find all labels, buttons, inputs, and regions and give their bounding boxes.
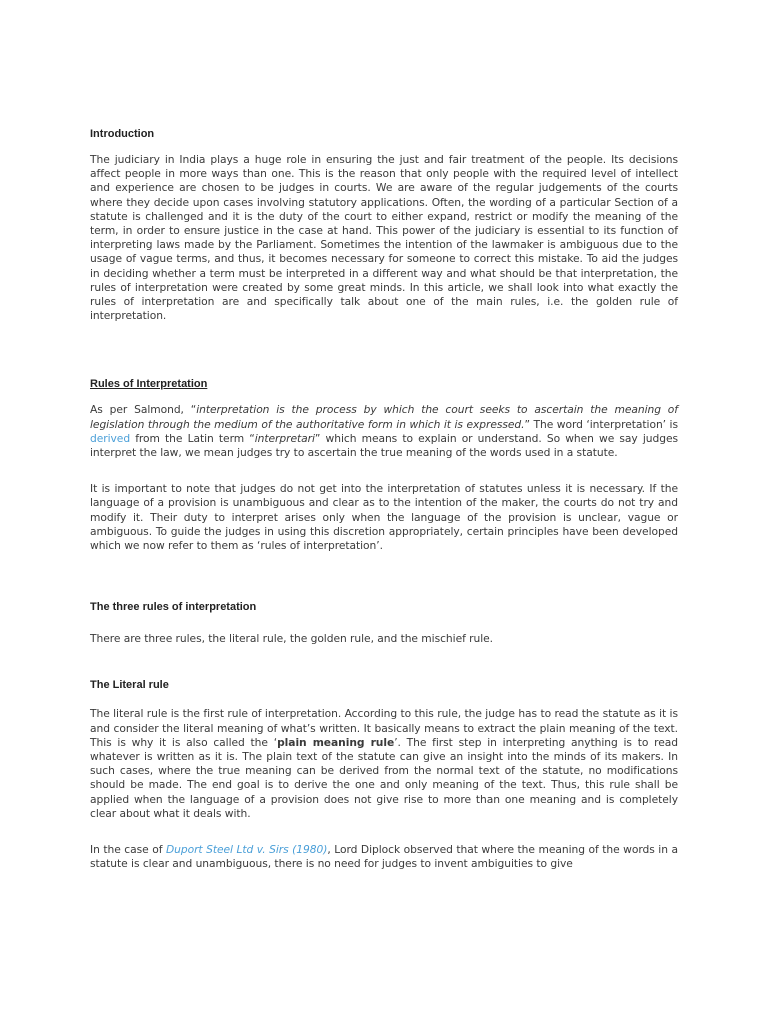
literal-rule-heading: The Literal rule [90,679,169,692]
duport-lead: In the case of [90,843,166,857]
literal-lead: The literal rule is the first rule of interpretation. According to this rule, the judge has to read the statute as it is and consider the literal meaning of what’s written. It basically means to extract the plain meaning of the text. This is why it is also called the ‘ [90,707,678,749]
three-rules-heading: The three rules of interpretation [90,601,257,614]
salmond-quote: interpretation is the process by which the court seeks to ascertain the meaning of legislation through the medium of the authoritative form in which it is expressed. [90,403,678,431]
duport-tail: , Lord Diplock observed that where the meaning of the words in a statute is clear and unambiguous, there is no need for judges to invent ambiguities to give [90,843,678,871]
three-rules-paragraph: There are three rules, the literal rule, the golden rule, and the mischief rule. [90,632,494,646]
salmond-lead: As per Salmond, “ [90,403,197,417]
rules-of-interpretation-heading: Rules of Interpretation [90,378,208,391]
necessity-paragraph: It is important to note that judges do not get into the interpretation of statutes unless it is necessary. If the language of a provision is unambiguous and clear as to the intention of the maker, the courts do not try and modify it. Their duty to interpret arises only when the language of the provision is unclear, vague or ambiguous. To guide the judges in using this discretion appropriately, certain principles have been developed which we now refer to them as ‘rules of interpretation’. [90,482,678,553]
literal-tail: ’. The first step in interpreting anything is to read whatever is written as it is. The plain text of the statute can give an insight into the minds of its makers. In such cases, where the true meaning can be derived from the normal text of the statute, no modifications should be made. The end goal is to derive the one and only meaning of the text. Thus, this rule shall be applied when the language of a provision does not give rise to more than one meaning and is completely clear about what it deals with. [90,735,678,820]
literal-rule-paragraph [90,707,678,821]
introduction-paragraph: The judiciary in India plays a huge role in ensuring the just and fair treatment of the people. Its decisions affect people in more ways than one. This is the reason that only people with the required level of intellect and experience are chosen to be judges in courts. We are aware of the regular judgements of the courts where they decide upon cases involving statutory applications. Often, the wording of a particular Section of a statute is challenged and it is the duty of the court to either expand, restrict or modify the meaning of the term, in order to ensure justice in the case at hand. This power of the judiciary is essential to its function of interpreting laws made by the Parliament. Sometimes the intention of the lawmaker is ambiguous due to the usage of vague terms, and thus, it becomes necessary for someone to correct this mistake. To aid the judges in deciding whether a term must be interpreted in a different way and what should be that interpretation, the rules of interpretation were created by some great minds. In this article, we shall look into what exactly the rules of interpretation are and specifically talk about one of the main rules, i.e. the golden rule of interpretation. [90,153,678,323]
salmond-tail: ” which means to explain or understand. So when we say judges interpret the law, we mean judges try to ascertain the true meaning of the words used in a statute. [90,431,678,460]
introduction-heading: Introduction [90,128,155,140]
salmond-mid2: from the Latin term “ [130,431,255,445]
duport-case-link[interactable]: Duport Steel Ltd v. Sirs (1980) [165,843,328,857]
duport-paragraph [90,843,678,871]
interpretari-term: interpretari [254,431,315,445]
derived-link[interactable]: derived [90,431,131,445]
plain-meaning-rule: plain meaning rule [277,735,395,749]
document-page [90,126,678,872]
salmond-mid: ” The word ‘interpretation’ is [524,417,678,431]
salmond-paragraph [90,403,678,460]
